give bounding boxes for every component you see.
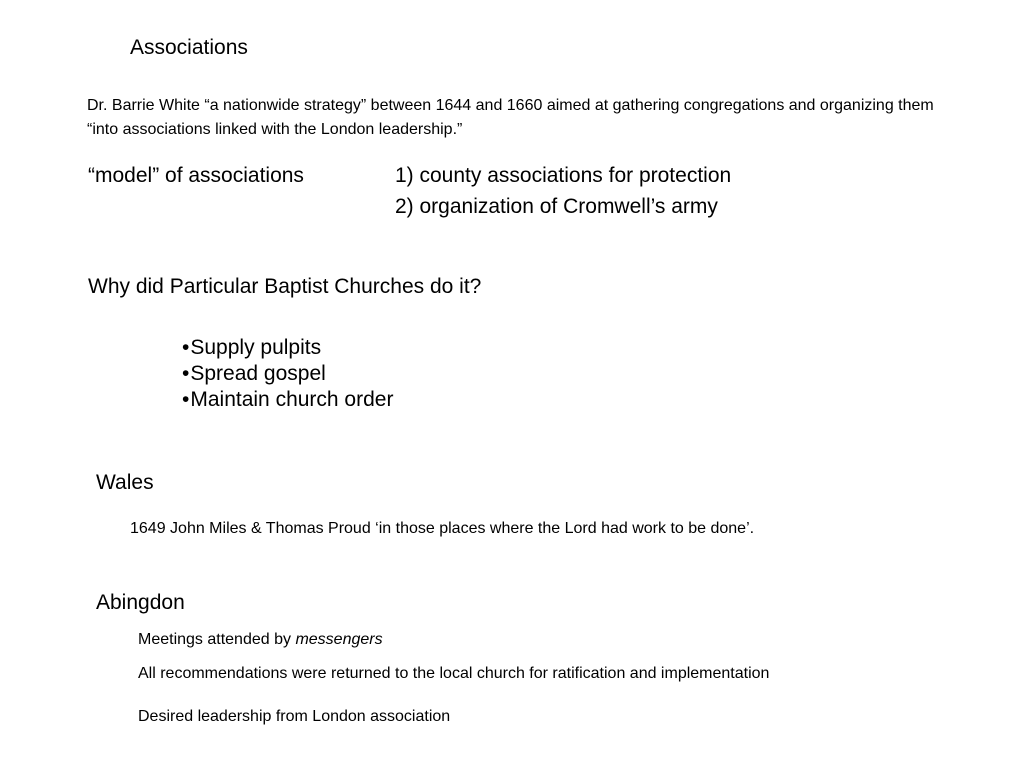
- wales-heading: Wales: [96, 471, 154, 494]
- bullet-icon: •: [182, 362, 190, 385]
- reasons-list: [182, 335, 393, 413]
- model-item: 1) county associations for protection: [395, 164, 732, 187]
- reason-text: Spread gospel: [190, 362, 326, 385]
- slide-title: Associations: [130, 36, 248, 59]
- meetings-emphasis: messengers: [295, 631, 383, 648]
- reason-text: Supply pulpits: [190, 336, 322, 359]
- list-item: [182, 387, 393, 413]
- bullet-icon: •: [182, 336, 190, 359]
- abingdon-meetings: [138, 632, 383, 648]
- reason-text: Maintain church order: [190, 388, 394, 411]
- list-item: [182, 335, 393, 361]
- abingdon-heading: Abingdon: [96, 591, 185, 614]
- question-heading: Why did Particular Baptist Churches do it?: [88, 275, 482, 298]
- list-item: [182, 361, 393, 387]
- model-item: 2) organization of Cromwell’s army: [395, 195, 718, 218]
- bullet-icon: •: [182, 388, 190, 411]
- meetings-prefix: Meetings attended by: [138, 631, 296, 648]
- abingdon-leadership: Desired leadership from London association: [138, 708, 451, 725]
- wales-note: 1649 John Miles & Thomas Proud ‘in those places where the Lord had work to be done’.: [130, 520, 755, 537]
- model-label: “model” of associations: [88, 164, 304, 187]
- abingdon-recommendations: All recommendations were returned to the local church for ratification and implementation: [138, 665, 770, 682]
- barrie-white-quote: Dr. Barrie White “a nationwide strategy” between 1644 and 1660 aimed at gathering congregations and organizing them “into associations linked with the London leadership.”: [87, 97, 934, 138]
